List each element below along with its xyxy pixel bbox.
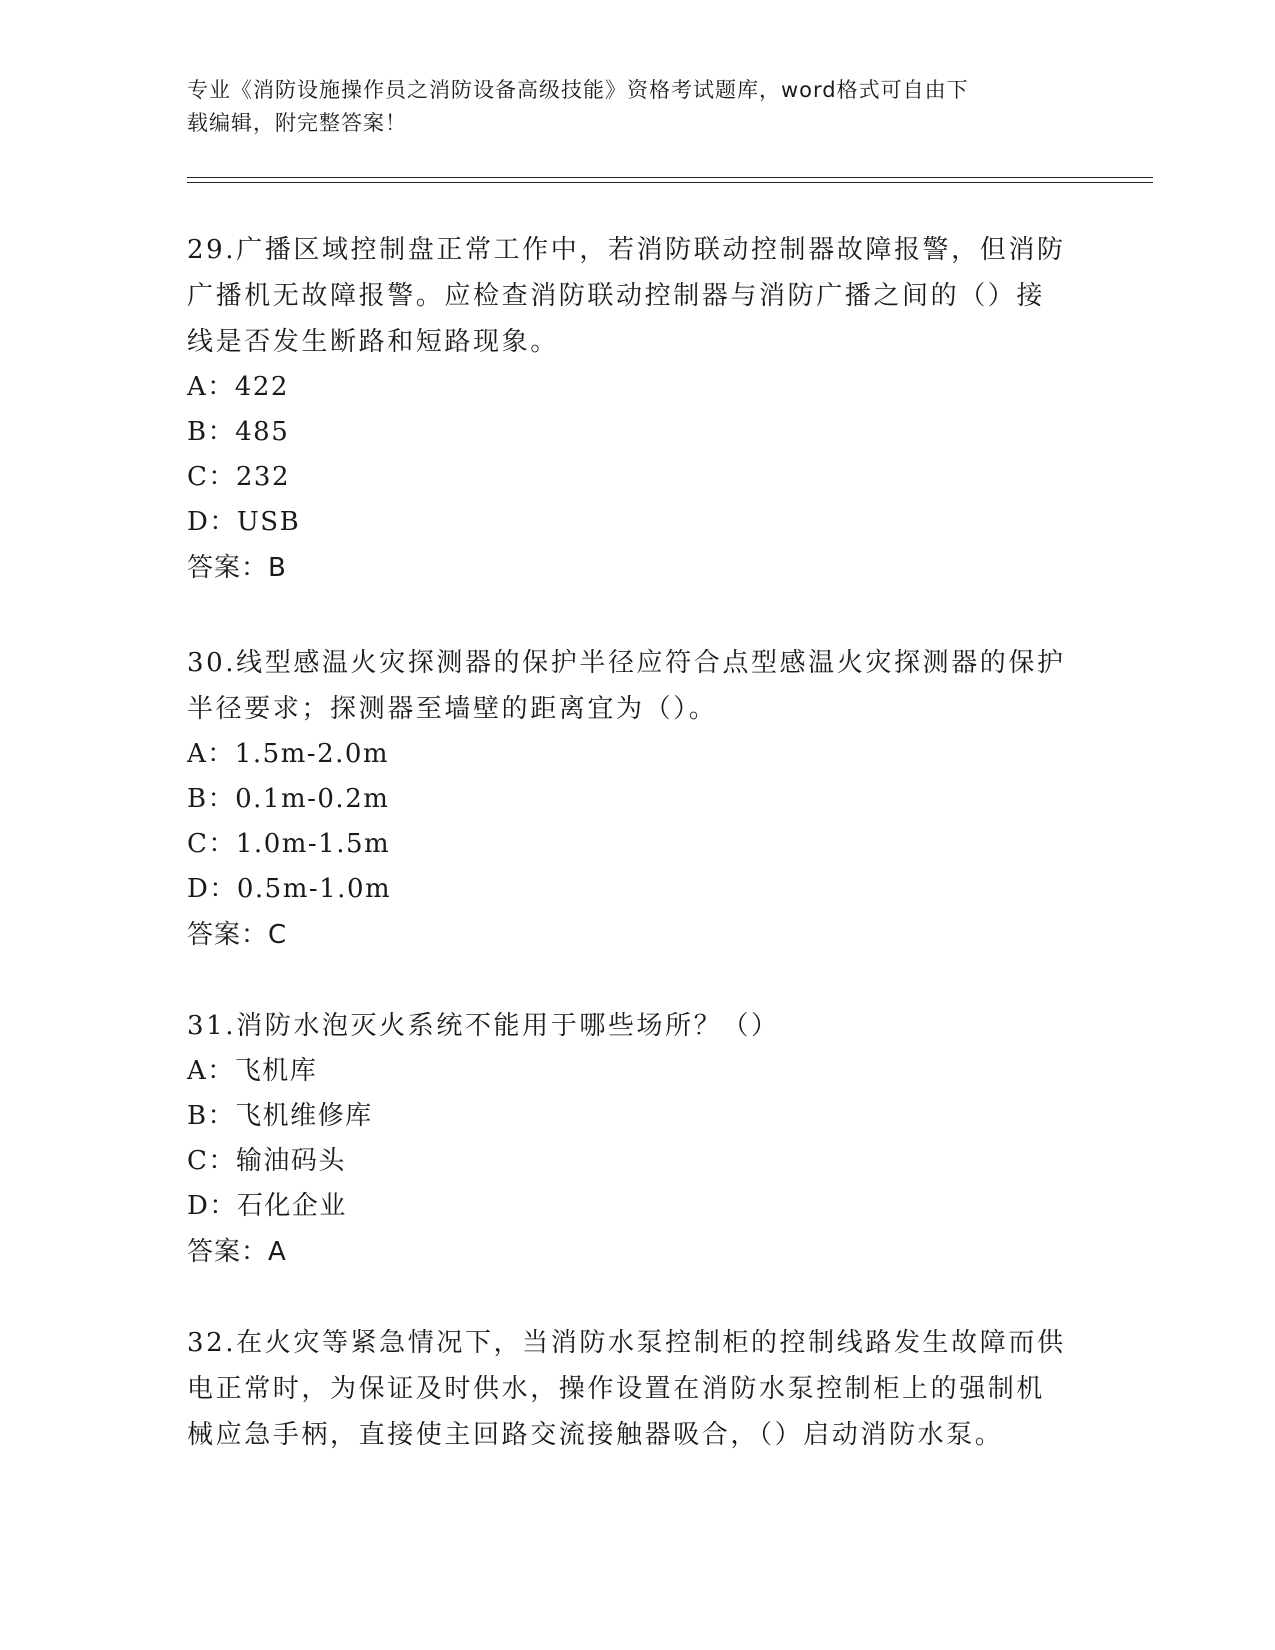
option-c: C：232 — [187, 462, 291, 492]
question-stem-line: 29.广播区域控制盘正常工作中，若消防联动控制器故障报警，但消防 — [187, 235, 1066, 265]
question-29 — [187, 227, 1087, 591]
question-stem-line: 32.在火灾等紧急情况下，当消防水泵控制柜的控制线路发生故障而供 — [187, 1328, 1066, 1358]
option-b: B：飞机维修库 — [187, 1101, 373, 1131]
answer: 答案：A — [187, 1237, 287, 1267]
header-divider-top — [187, 177, 1153, 178]
option-b: B：485 — [187, 417, 290, 447]
option-d: D：石化企业 — [187, 1191, 347, 1221]
question-32 — [187, 1320, 1087, 1458]
question-stem-line: 电正常时，为保证及时供水，操作设置在消防水泵控制柜上的强制机 — [187, 1374, 1046, 1404]
option-d: D：USB — [187, 507, 301, 537]
question-stem-line: 30.线型感温火灾探测器的保护半径应符合点型感温火灾探测器的保护 — [187, 648, 1066, 678]
question-stem-line: 半径要求；探测器至墙壁的距离宜为（）。 — [187, 694, 718, 724]
header-line-2: 载编辑，附完整答案！ — [187, 111, 407, 135]
header-line-1: 专业《消防设施操作员之消防设备高级技能》资格考试题库，word格式可自由下 — [187, 78, 969, 102]
question-stem-line: 械应急手柄，直接使主回路交流接触器吸合，（）启动消防水泵。 — [187, 1420, 1004, 1450]
header-divider-bottom — [187, 182, 1153, 183]
question-stem-line: 线是否发生断路和短路现象。 — [187, 327, 559, 357]
answer: 答案：B — [187, 553, 287, 583]
option-d: D：0.5m-1.0m — [187, 874, 392, 904]
option-a: A：422 — [187, 372, 289, 402]
question-31 — [187, 1003, 1087, 1275]
answer: 答案：C — [187, 920, 288, 950]
document-header — [187, 74, 1067, 140]
option-c: C：输油码头 — [187, 1146, 346, 1176]
question-stem-line: 31.消防水泡灭火系统不能用于哪些场所？（） — [187, 1011, 780, 1041]
option-a: A：飞机库 — [187, 1056, 318, 1086]
option-c: C：1.0m-1.5m — [187, 829, 391, 859]
question-stem-line: 广播机无故障报警。应检查消防联动控制器与消防广播之间的（）接 — [187, 281, 1046, 311]
question-30 — [187, 640, 1087, 958]
option-b: B：0.1m-0.2m — [187, 784, 390, 814]
option-a: A：1.5m-2.0m — [187, 739, 390, 769]
